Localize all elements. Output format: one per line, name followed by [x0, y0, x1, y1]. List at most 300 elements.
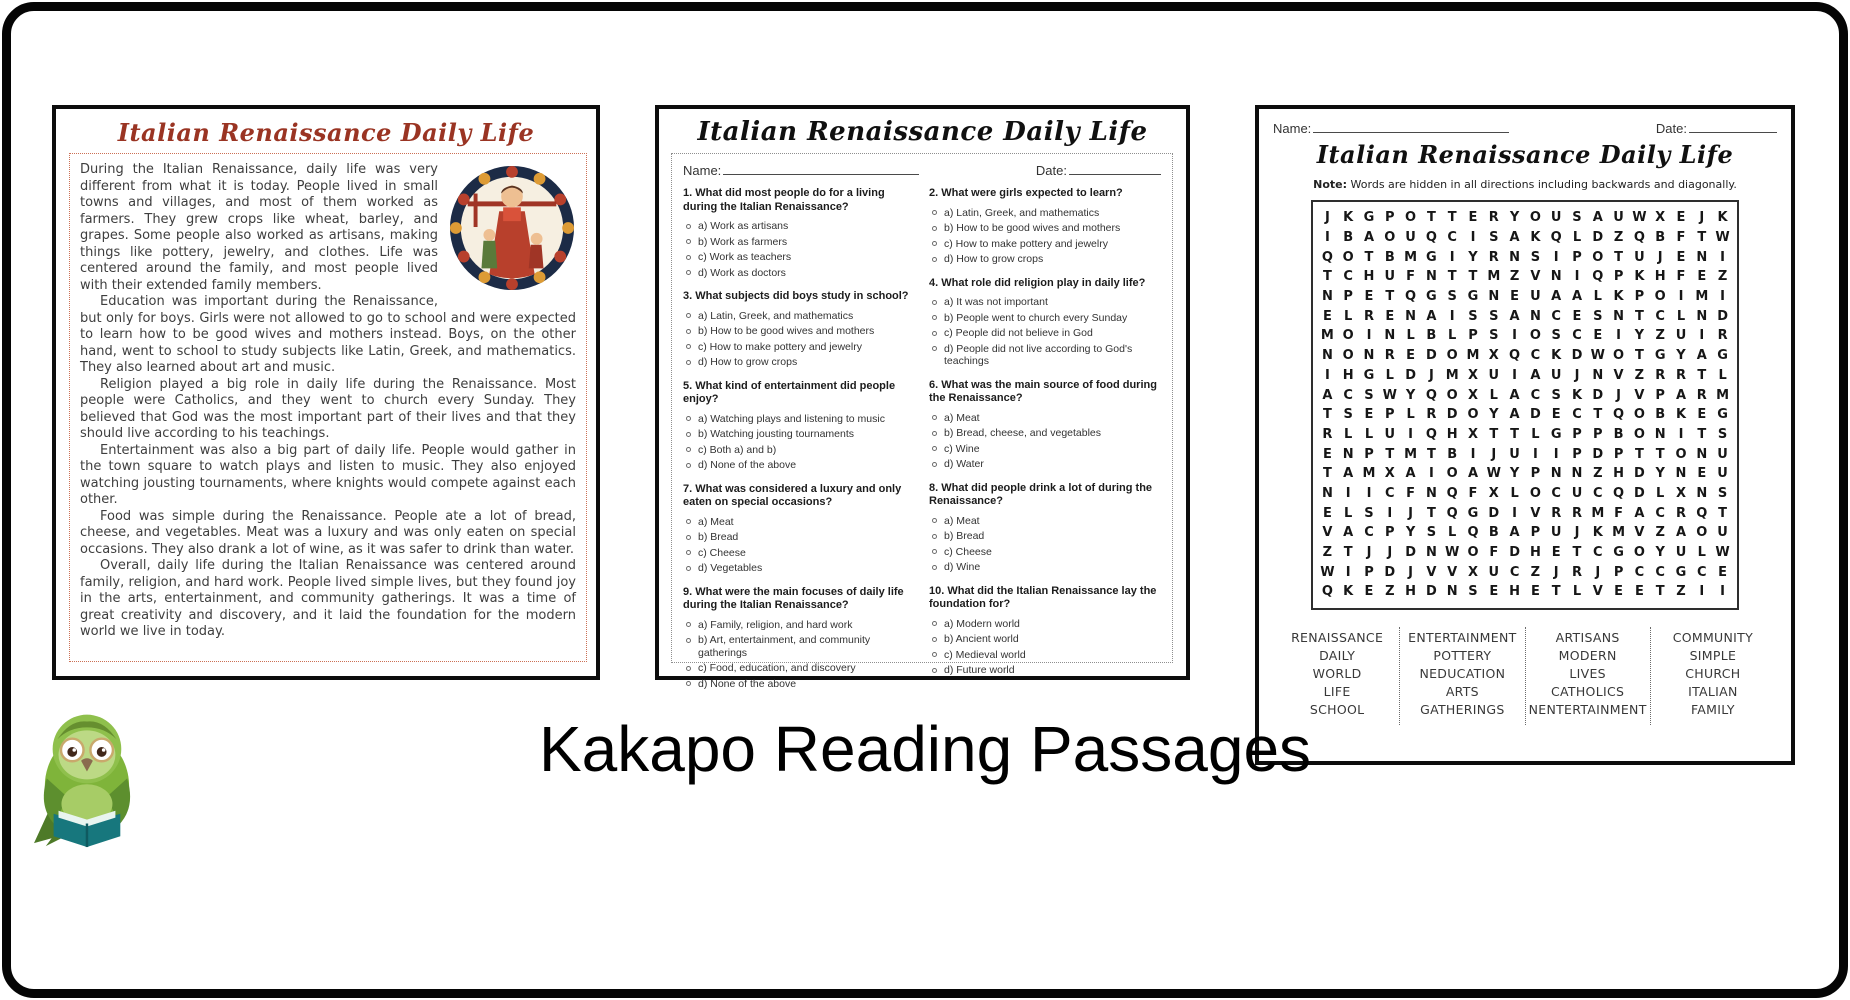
grid-letter: V: [1530, 505, 1541, 521]
grid-letter: Z: [1593, 466, 1603, 482]
grid-letter: U: [1509, 446, 1520, 462]
option-label: b) People went to church every Sunday: [944, 311, 1128, 324]
grid-letter: I: [1512, 367, 1517, 383]
wordsearch-page-title: Italian Renaissance Daily Life: [1316, 140, 1734, 169]
grid-letter: L: [1406, 328, 1415, 344]
option-bullet-icon: [686, 447, 691, 452]
grid-letter: O: [1342, 249, 1354, 265]
grid-letter: T: [1634, 446, 1644, 462]
grid-letter: L: [1344, 308, 1353, 324]
grid-letter: M: [1716, 387, 1730, 403]
grid-letter: G: [1467, 289, 1479, 305]
grid-letter: Y: [1634, 328, 1645, 344]
grid-letter: J: [1408, 505, 1413, 521]
grid-letter: L: [1676, 308, 1686, 324]
answer-option: [932, 343, 1161, 368]
grid-letter: T: [1322, 466, 1332, 482]
grid-letter: X: [1467, 426, 1478, 442]
answer-option: [686, 220, 915, 233]
grid-letter: Q: [1613, 407, 1625, 423]
grid-letter: E: [1489, 584, 1499, 600]
grid-letter: Q: [1446, 505, 1458, 521]
renaissance-illustration: [448, 164, 576, 292]
option-bullet-icon: [932, 257, 937, 262]
grid-letter: I: [1324, 367, 1330, 383]
grid-letter: G: [1613, 545, 1624, 561]
option-label: c) Work as teachers: [698, 251, 792, 263]
grid-letter: T: [1655, 446, 1665, 462]
grid-letter: R: [1363, 308, 1374, 324]
quiz-body-box: [671, 153, 1173, 690]
grid-letter: C: [1593, 485, 1603, 501]
grid-letter: P: [1530, 525, 1541, 541]
grid-letter: C: [1572, 328, 1582, 344]
grid-letter: A: [1551, 289, 1562, 305]
grid-letter: X: [1675, 485, 1686, 501]
grid-letter: R: [1696, 387, 1707, 403]
grid-letter: Z: [1530, 564, 1541, 580]
answer-option: [932, 253, 1161, 266]
word-item: CATHOLICS: [1551, 683, 1625, 699]
grid-letter: N: [1592, 367, 1604, 383]
option-label: b) Bread, cheese, and vegetables: [944, 427, 1102, 439]
grid-letter: V: [1322, 525, 1333, 541]
option-label: d) People did not live according to God's teachings: [944, 342, 1133, 367]
word-item: ARTISANS: [1555, 629, 1620, 645]
grid-letter: E: [1697, 269, 1707, 285]
grid-letter: T: [1426, 210, 1436, 226]
grid-letter: I: [1470, 446, 1476, 462]
grid-letter: P: [1364, 446, 1374, 462]
grid-letter: L: [1489, 387, 1498, 403]
grid-letter: W: [1590, 348, 1605, 364]
grid-letter: L: [1364, 426, 1374, 442]
quiz-column-right: [927, 187, 1161, 701]
grid-letter: R: [1655, 367, 1666, 383]
grid-letter: M: [1362, 466, 1376, 482]
grid-letter: M: [1695, 289, 1709, 305]
word-item: POTTERY: [1433, 647, 1492, 663]
option-bullet-icon: [932, 346, 937, 351]
grid-letter: P: [1385, 525, 1395, 541]
grid-letter: K: [1343, 210, 1354, 226]
grid-letter: A: [1509, 387, 1520, 403]
option-label: b) Bread: [698, 531, 739, 543]
answer-option: [686, 236, 915, 249]
option-label: c) Medieval world: [944, 648, 1026, 661]
grid-letter: R: [1571, 505, 1582, 521]
answer-option: [686, 325, 915, 338]
grid-letter: N: [1405, 308, 1417, 324]
grid-letter: S: [1343, 407, 1353, 423]
grid-letter: U: [1384, 269, 1396, 285]
option-label: d) Wine: [944, 561, 981, 573]
quiz-question: [683, 380, 915, 472]
grid-letter: A: [1322, 387, 1333, 403]
grid-letter: A: [1509, 230, 1520, 246]
grid-letter: L: [1718, 367, 1727, 383]
option-label: b) Art, entertainment, and community gatherings: [698, 634, 871, 659]
option-bullet-icon: [932, 565, 937, 570]
grid-letter: Y: [1489, 407, 1499, 423]
option-label: b) How to be good wives and mothers: [944, 222, 1121, 234]
grid-letter: A: [1509, 308, 1520, 324]
option-bullet-icon: [932, 415, 937, 420]
grid-letter: E: [1468, 210, 1478, 226]
grid-letter: J: [1408, 564, 1413, 580]
grid-letter: O: [1654, 289, 1666, 305]
word-item: GATHERINGS: [1420, 701, 1505, 717]
grid-letter: D: [1717, 308, 1728, 324]
grid-letter: H: [1613, 466, 1625, 482]
answer-option: [932, 296, 1161, 309]
grid-letter: B: [1655, 407, 1666, 423]
wordsearch-page: [1255, 105, 1795, 765]
grid-letter: X: [1384, 466, 1395, 482]
option-label: c) Wine: [944, 442, 980, 455]
grid-letter: T: [1426, 505, 1436, 521]
grid-letter: G: [1550, 426, 1562, 442]
grid-letter: T: [1322, 269, 1332, 285]
wordsearch-name-blank-line: [1313, 122, 1509, 133]
grid-letter: Q: [1613, 485, 1625, 501]
grid-letter: V: [1592, 584, 1603, 600]
grid-letter: C: [1509, 564, 1520, 580]
option-bullet-icon: [686, 224, 691, 229]
grid-letter: V: [1447, 564, 1458, 580]
grid-letter: O: [1342, 348, 1354, 364]
option-bullet-icon: [932, 462, 937, 467]
grid-letter: A: [1467, 466, 1479, 482]
grid-letter: A: [1509, 407, 1520, 423]
option-bullet-icon: [686, 666, 691, 671]
grid-letter: P: [1655, 387, 1665, 403]
grid-letter: R: [1426, 407, 1437, 423]
option-bullet-icon: [932, 446, 937, 451]
grid-letter: R: [1488, 210, 1499, 226]
option-label: b) Work as farmers: [698, 235, 788, 248]
grid-letter: Y: [1509, 210, 1520, 226]
grid-letter: C: [1343, 387, 1353, 403]
question-text: 8. What did people drink a lot of during the Renaissance?: [929, 481, 1153, 507]
grid-letter: M: [1320, 328, 1334, 344]
grid-letter: R: [1717, 328, 1728, 344]
grid-letter: Q: [1321, 584, 1333, 600]
answer-option: [686, 459, 915, 472]
option-label: c) How to make pottery and jewelry: [944, 237, 1108, 250]
grid-letter: N: [1321, 289, 1333, 305]
grid-letter: F: [1676, 230, 1686, 246]
grid-letter: D: [1592, 230, 1604, 246]
grid-letter: Z: [1717, 269, 1728, 285]
grid-letter: A: [1696, 348, 1707, 364]
wordsearch-name-date-row: [1273, 121, 1777, 136]
grid-letter: K: [1530, 230, 1541, 246]
quiz-question: [929, 187, 1161, 266]
grid-letter: F: [1614, 505, 1624, 521]
word-column: [1650, 627, 1775, 725]
grid-letter: S: [1468, 308, 1478, 324]
option-label: c) Food, education, and discovery: [698, 662, 856, 674]
option-label: a) Meat: [698, 515, 734, 528]
grid-letter: N: [1654, 426, 1666, 442]
grid-letter: I: [1699, 328, 1705, 344]
grid-letter: D: [1509, 545, 1520, 561]
answer-option: [932, 515, 1161, 528]
grid-letter: M: [1487, 269, 1501, 285]
grid-letter: J: [1657, 249, 1663, 265]
grid-letter: J: [1616, 387, 1621, 403]
grid-letter: D: [1425, 348, 1437, 364]
grid-letter: P: [1385, 407, 1395, 423]
grid-letter: U: [1675, 545, 1687, 561]
grid-letter: T: [1634, 348, 1644, 364]
grid-letter: N: [1342, 446, 1354, 462]
grid-letter: Y: [1655, 466, 1665, 482]
answer-option: [932, 443, 1161, 456]
grid-letter: N: [1425, 545, 1437, 561]
grid-letter: A: [1343, 466, 1354, 482]
quiz-date-label: Date:: [1035, 163, 1067, 178]
passage-text-box: [69, 153, 587, 662]
grid-letter: C: [1655, 308, 1665, 324]
quiz-question: [683, 187, 915, 279]
grid-letter: U: [1613, 210, 1624, 226]
answer-option: [932, 649, 1161, 662]
grid-letter: E: [1322, 446, 1332, 462]
grid-letter: C: [1572, 407, 1582, 423]
grid-letter: B: [1426, 328, 1437, 344]
grid-letter: N: [1384, 328, 1396, 344]
grid-letter: J: [1387, 545, 1393, 561]
grid-letter: S: [1593, 308, 1603, 324]
grid-letter: T: [1551, 584, 1561, 600]
grid-letter: F: [1406, 269, 1416, 285]
grid-letter: I: [1345, 485, 1351, 501]
grid-letter: N: [1363, 348, 1375, 364]
word-item: SIMPLE: [1689, 647, 1737, 663]
grid-letter: I: [1366, 328, 1372, 344]
grid-letter: I: [1387, 505, 1393, 521]
grid-letter: I: [1512, 328, 1517, 344]
grid-letter: V: [1634, 387, 1645, 403]
grid-letter: E: [1364, 289, 1374, 305]
grid-letter: P: [1385, 210, 1395, 226]
grid-letter: C: [1655, 505, 1665, 521]
grid-letter: C: [1385, 485, 1395, 501]
grid-letter: T: [1572, 545, 1582, 561]
grid-letter: E: [1697, 407, 1707, 423]
grid-letter: Z: [1634, 367, 1645, 383]
answer-option: [686, 531, 915, 544]
option-bullet-icon: [686, 681, 691, 686]
grid-letter: O: [1529, 328, 1541, 344]
grid-letter: H: [1509, 584, 1521, 600]
word-item: NEDUCATION: [1419, 665, 1506, 681]
grid-letter: L: [1406, 407, 1415, 423]
grid-letter: O: [1633, 407, 1645, 423]
wordsearch-body: [1259, 109, 1791, 761]
grid-letter: H: [1405, 584, 1417, 600]
grid-letter: S: [1489, 328, 1499, 344]
grid-letter: U: [1530, 289, 1541, 305]
answer-option: [932, 412, 1161, 425]
grid-letter: J: [1553, 564, 1559, 580]
answer-option: [932, 238, 1161, 251]
grid-letter: D: [1384, 564, 1396, 580]
option-bullet-icon: [686, 313, 691, 318]
grid-letter: L: [1385, 367, 1394, 383]
option-bullet-icon: [686, 432, 691, 437]
grid-letter: F: [1676, 269, 1686, 285]
grid-letter: Q: [1467, 525, 1479, 541]
grid-letter: T: [1447, 210, 1457, 226]
grid-letter: E: [1676, 249, 1686, 265]
grid-letter: N: [1696, 485, 1708, 501]
grid-letter: U: [1571, 485, 1583, 501]
answer-option: [932, 458, 1161, 471]
grid-letter: U: [1717, 525, 1728, 541]
grid-letter: O: [1696, 525, 1708, 541]
passage-paragraph: Food was simple during the Renaissance. People ate a lot of bread, cheese, and vegetables. Meat was a luxury and was only eaten on special occasions. They also drank a lot of wine, as it was safer to drink than water.: [80, 508, 576, 557]
grid-letter: J: [1491, 446, 1497, 462]
wordsearch-note-label: Note:: [1313, 178, 1348, 191]
grid-letter: R: [1488, 249, 1499, 265]
grid-letter: U: [1634, 249, 1645, 265]
grid-letter: Y: [1509, 466, 1520, 482]
grid-letter: O: [1592, 249, 1604, 265]
answer-option: [932, 222, 1161, 235]
grid-letter: X: [1488, 485, 1499, 501]
wordsearch-name-label: Name:: [1273, 121, 1312, 136]
grid-letter: S: [1364, 505, 1374, 521]
option-label: d) Work as doctors: [698, 266, 786, 279]
grid-letter: G: [1426, 289, 1437, 305]
grid-letter: D: [1633, 485, 1645, 501]
option-label: d) None of the above: [698, 677, 797, 690]
grid-letter: E: [1551, 545, 1561, 561]
option-bullet-icon: [686, 622, 691, 627]
grid-letter: Y: [1405, 387, 1416, 403]
grid-letter: S: [1572, 210, 1582, 226]
grid-letter: O: [1675, 446, 1687, 462]
grid-letter: M: [1404, 446, 1418, 462]
grid-letter: U: [1405, 230, 1416, 246]
word-item: ENTERTAINMENT: [1408, 629, 1517, 645]
wordsearch-note-text: Words are hidden in all directions including backwards and diagonally.: [1347, 178, 1737, 191]
grid-letter: D: [1405, 367, 1416, 383]
grid-letter: T: [1718, 505, 1728, 521]
quiz-page-title: Italian Renaissance Daily Life: [697, 117, 1148, 147]
grid-letter: N: [1675, 466, 1687, 482]
grid-letter: Z: [1676, 584, 1686, 600]
question-text: 10. What did the Italian Renaissance lay the foundation for?: [929, 584, 1157, 610]
grid-letter: D: [1446, 407, 1458, 423]
grid-letter: I: [1574, 269, 1580, 285]
grid-letter: U: [1717, 446, 1728, 462]
grid-letter: Z: [1322, 545, 1333, 561]
option-bullet-icon: [686, 550, 691, 555]
grid-letter: N: [1321, 348, 1333, 364]
answer-option: [686, 356, 915, 369]
grid-letter: Q: [1405, 289, 1417, 305]
grid-letter: Q: [1425, 426, 1437, 442]
grid-letter: S: [1551, 387, 1561, 403]
answer-option: [686, 251, 915, 264]
grid-letter: A: [1509, 525, 1520, 541]
question-text: 2. What were girls expected to learn?: [929, 187, 1123, 199]
brand-title: Kakapo Reading Passages: [538, 713, 1312, 785]
word-item: FAMILY: [1690, 701, 1735, 717]
grid-letter: Q: [1633, 230, 1645, 246]
question-text: 7. What was considered a luxury and only eaten on special occasions?: [683, 482, 902, 508]
grid-letter: E: [1364, 407, 1374, 423]
grid-letter: Y: [1655, 545, 1665, 561]
grid-letter: J: [1428, 367, 1434, 383]
grid-letter: E: [1322, 505, 1332, 521]
grid-letter: E: [1593, 328, 1603, 344]
word-item: DAILY: [1319, 647, 1356, 663]
grid-letter: S: [1551, 328, 1561, 344]
kakapo-parrot-icon: [26, 698, 144, 850]
grid-letter: X: [1467, 564, 1478, 580]
grid-letter: Z: [1655, 328, 1665, 344]
grid-letter: A: [1530, 367, 1541, 383]
grid-letter: S: [1717, 426, 1728, 442]
answer-option: [932, 561, 1161, 574]
grid-letter: G: [1717, 407, 1728, 423]
grid-letter: W: [1445, 545, 1460, 561]
option-label: c) Cheese: [944, 545, 992, 558]
word-item: ITALIAN: [1688, 683, 1738, 699]
grid-letter: A: [1363, 230, 1375, 246]
option-bullet-icon: [686, 270, 691, 275]
answer-option: [932, 327, 1161, 340]
grid-letter: Y: [1405, 525, 1416, 541]
answer-option: [686, 662, 915, 675]
grid-letter: L: [1531, 426, 1540, 442]
question-text: 1. What did most people do for a living during the Italian Renaissance?: [683, 187, 885, 213]
option-label: a) Meat: [944, 514, 980, 527]
wordsearch-word-list: [1275, 627, 1775, 725]
grid-letter: O: [1446, 348, 1458, 364]
grid-letter: L: [1448, 328, 1457, 344]
grid-letter: T: [1343, 545, 1353, 561]
option-bullet-icon: [932, 518, 937, 523]
answer-option: [932, 207, 1161, 220]
grid-letter: W: [1382, 387, 1397, 403]
grid-letter: Q: [1425, 230, 1437, 246]
grid-letter: U: [1675, 328, 1687, 344]
grid-letter: W: [1715, 230, 1730, 246]
grid-letter: J: [1574, 367, 1580, 383]
quiz-question: [683, 586, 915, 691]
grid-letter: L: [1697, 545, 1706, 561]
grid-letter: A: [1634, 505, 1645, 521]
grid-letter: C: [1593, 545, 1603, 561]
grid-letter: V: [1613, 367, 1624, 383]
option-label: d) Vegetables: [698, 562, 763, 574]
grid-letter: O: [1529, 485, 1541, 501]
quiz-question: [929, 379, 1161, 471]
grid-letter: Q: [1696, 505, 1708, 521]
grid-letter: I: [1678, 289, 1684, 305]
option-label: d) How to grow crops: [698, 356, 798, 368]
grid-letter: V: [1530, 269, 1541, 285]
option-bullet-icon: [932, 210, 937, 215]
option-label: a) Modern world: [944, 617, 1020, 630]
grid-letter: J: [1595, 564, 1601, 580]
